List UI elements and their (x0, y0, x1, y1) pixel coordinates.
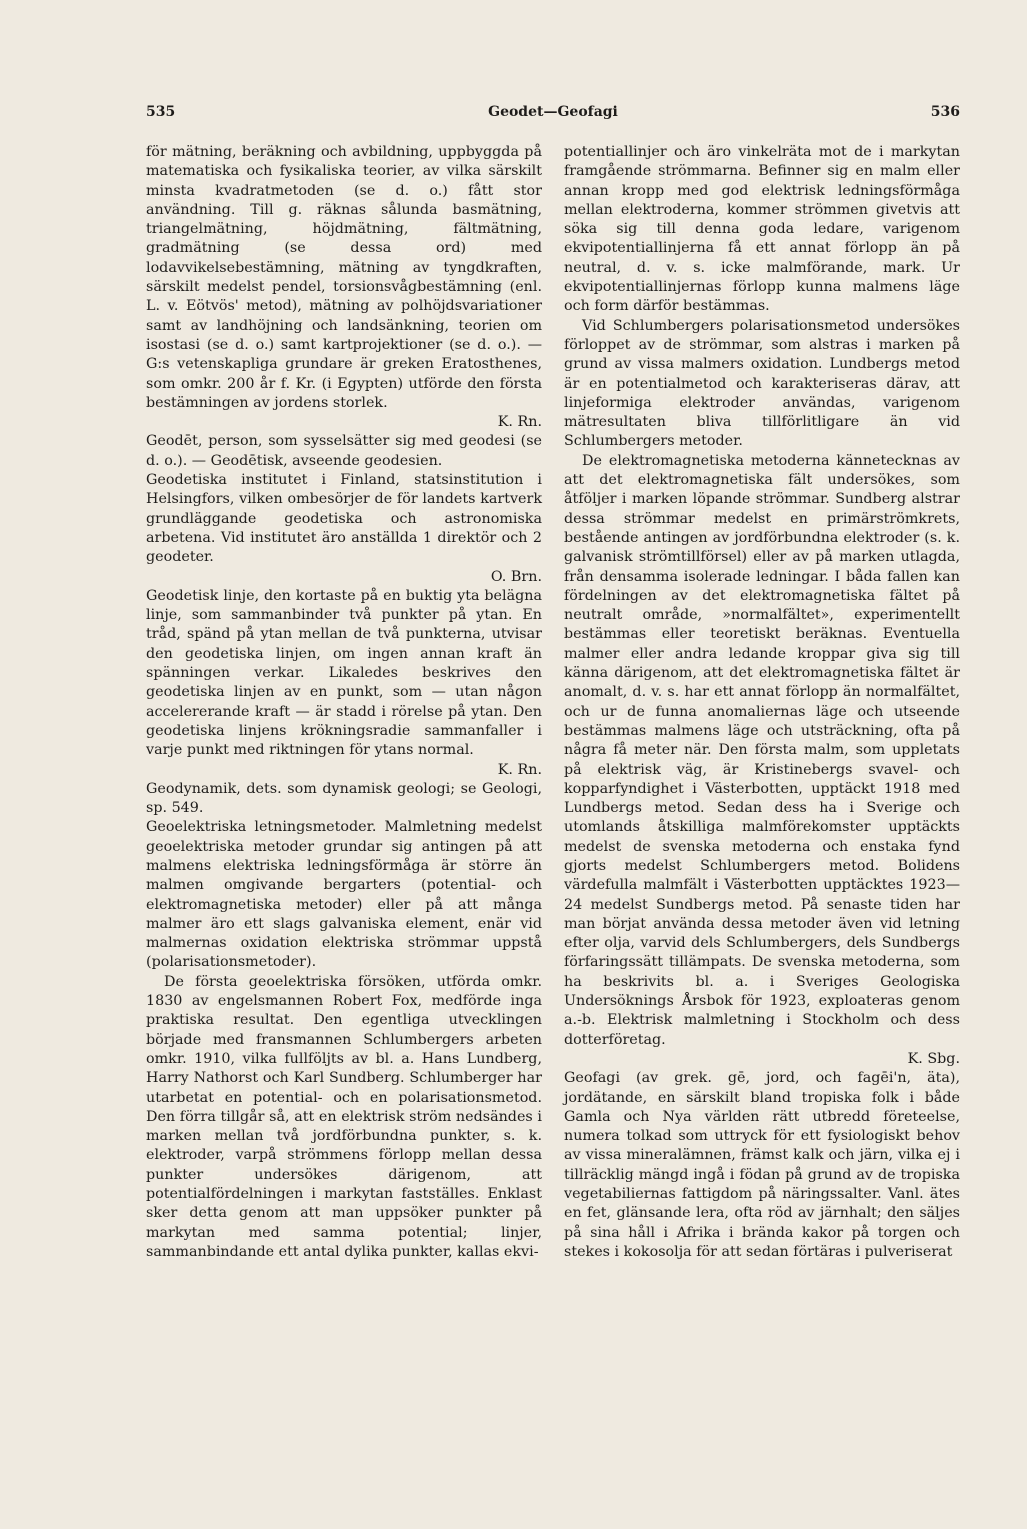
signature: O. Brn. (490, 568, 542, 585)
signature: K. Rn. (497, 761, 542, 778)
right-column (564, 143, 960, 1262)
paragraph: Vid Schlumbergers polarisationsmetod undersökes förloppet av de strömmar, som alstras i marken på grund av vissa malmers oxidation. Lundbergs metod är en potentialmetod och karakteriseras därav, att linjeformiga elektroder användas, varigenom mätresultaten bliva tillförlitligare än vid Schlumbergers metoder. (564, 317, 960, 450)
paragraph: potentiallinjer och äro vinkelräta mot de i markytan framgående strömmarna. Befinner sig en malm eller annan kropp med god elektrisk ledningsförmåga mellan elektroderna, kommer strömmen givetvis att söka sig till denna goda ledare, varigenom ekvipotentiallinjerna få ett annat förlopp än på neutral, d. v. s. icke malmförande, mark. Ur ekvipotentiallinjernas förlopp kunna malmens läge och form därför bestämmas. (564, 144, 960, 315)
entry-geodynamik: Geodynamik, dets. som dynamisk geologi; se Geologi, sp. 549. (146, 780, 542, 817)
left-page-number: 535 (146, 104, 176, 120)
page-header (146, 104, 960, 126)
signature: K. Rn. (497, 414, 542, 431)
entry-geoelektriska-letningsmetoder: Geoelektriska letningsmetoder. Malmletning medelst geoelektriska metoder grundar sig antingen på att malmens elektriska ledningsförmåga är större än malmen omgivande bergarters (potential- och elektromagnetiska metoder) eller på att många malmer äro ett slags galvaniska element, enär vid malmernas oxidation elektriska strömmar uppstå (polarisationsmetoder). (146, 819, 542, 971)
entry-geodesi-continued: för mätning, beräkning och avbildning, uppbyggda på matematiska och fysikaliska teorier, av vilka särskilt minsta kvadratmetoden (se d. o.) fått stor användning. Till g. räknas sålunda basmätning, triangelmätning, höjdmätning, fältmätning, gradmätning (se dessa ord) med lodavvikelsebestämning, mätning av tyngdkraften, särskilt medelst pendel, torsionsvågbestämning (enl. L. v. Eötvös' metod), mätning av polhöjdsvariationer samt av landhöjning och landsänkning, teorien om isostasi (se d. o.) samt kartprojektioner (se d. o.). — G:s vetenskapliga grundare är greken Eratosthenes, som omkr. 200 år f. Kr. (i Egypten) utförde den första bestämningen av jordens storlek. (146, 144, 542, 411)
running-title: Geodet—Geofagi (488, 104, 618, 120)
entry-geodetisk-linje: Geodetisk linje, den kortaste på en buktig yta belägna linje, som sammanbinder två punkter på ytan. En tråd, spänd på ytan mellan de två punkterna, utvisar den geodetiska linjen, om ingen annan kraft än spänningen verkar. Likaledes beskrives den geodetiska linjen av en punkt, som — utan någon accelererande kraft — är stadd i rörelse på ytan. Den geodetiska linjens krökningsradie sammanfaller i varje punkt med riktningen för ytans normal. (146, 587, 542, 759)
signature: K. Sbg. (907, 1050, 960, 1067)
left-column (146, 143, 542, 1262)
paragraph: De elektromagnetiska metoderna kännetecknas av att det elektromagnetiska fält undersökes, som åtföljer i marken löpande strömmar. Sundberg alstrar dessa strömmar medelst en primärströmkrets, bestående antingen av jordförbundna elektroder (s. k. galvanisk strömtillförsel) eller av på marken utlagda, från densamma isolerade ledningar. I båda fallen kan fördelningen av det elektromagnetiska fältet på neutralt område, »normalfältet», experimentellt bestämmas eller teoretiskt beräknas. Eventuella malmer eller andra ledande kroppar giva sig till känna därigenom, att det elektromagnetiska fältet är anomalt, d. v. s. har ett annat förlopp än normalfältet, och ur de funna anomaliernas läge och utseende bestämmas malmens läge och utsträckning, ofta på några få meter när. Den första malm, som uppletats på elektrisk väg, är Kristinebergs svavel- och kopparfyndighet i Västerbotten, upptäckt 1918 med Lundbergs metod. Sedan dess ha i Sverige och utomlands åtskilliga malmförekomster upptäckts medelst de svenska metoderna och enstaka fynd gjorts medelst Schlumbergers metod. Bolidens värdefulla malmfält i Västerbotten upptäcktes 1923—24 medelst Sundbergs metod. På senaste tiden har man börjat använda dessa metoder även vid letning efter olja, varvid dels Schlumbergers, dels Sundbergs förfaringssätt tillämpats. De svenska metoderna, som ha beskrivits bl. a. i Sveriges Geologiska Undersöknings Årsbok för 1923, exploateras genom a.-b. Elektrisk malmletning i Stockholm och dess dotterföretag. (564, 452, 960, 1048)
paragraph: De första geoelektriska försöken, utförda omkr. 1830 av engelsmannen Robert Fox, medförde inga praktiska resultat. Den egentliga utvecklingen började med fransmannen Schlumbergers arbeten omkr. 1910, vilka fullföljts av bl. a. Hans Lundberg, Harry Nathorst och Karl Sundberg. Schlumberger har utarbetat en potential- och en polarisationsmetod. Den förra tillgår så, att en elektrisk ström nedsändes i marken mellan två jordförbundna punkter, s. k. elektroder, varpå strömmens förlopp mellan dessa punkter undersökes därigenom, att potentialfördelningen i markytan fastställes. Enklast sker detta genom att man uppsöker punkter på markytan med samma potential; linjer, sammanbindande ett antal dylika punkter, kallas ekvi- (146, 973, 542, 1260)
right-page-number: 536 (930, 104, 960, 120)
entry-geodet: Geodēt, person, som sysselsätter sig med geodesi (se d. o.). — Geodētisk, avseende geodesien. (146, 433, 542, 469)
entry-geodetiska-institutet: Geodetiska institutet i Finland, statsinstitution i Helsingfors, vilken ombesörjer de för landets kartverk grundläggande geodetiska och astronomiska arbetena. Vid institutet äro anställda 1 direktör och 2 geodeter. (146, 472, 542, 566)
entry-geofagi: Geofagi (av grek. gē, jord, och fagēi'n, äta), jordätande, en särskilt bland tropiska folk i både Gamla och Nya världen rätt utbredd företeelse, numera tolkad som uttryck för ett fysiologiskt behov av vissa mineralämnen, främst kalk och järn, vilka ej i tillräcklig mängd ingå i födan på grund av de tropiska vegetabiliernas fattigdom på näringssalter. Vanl. ätes en fet, glänsande lera, ofta röd av järnhalt; den säljes på sina håll i Afrika i brända kakor på torgen och stekes i kokosolja för att sedan förtäras i pulveriserat (564, 1070, 960, 1260)
